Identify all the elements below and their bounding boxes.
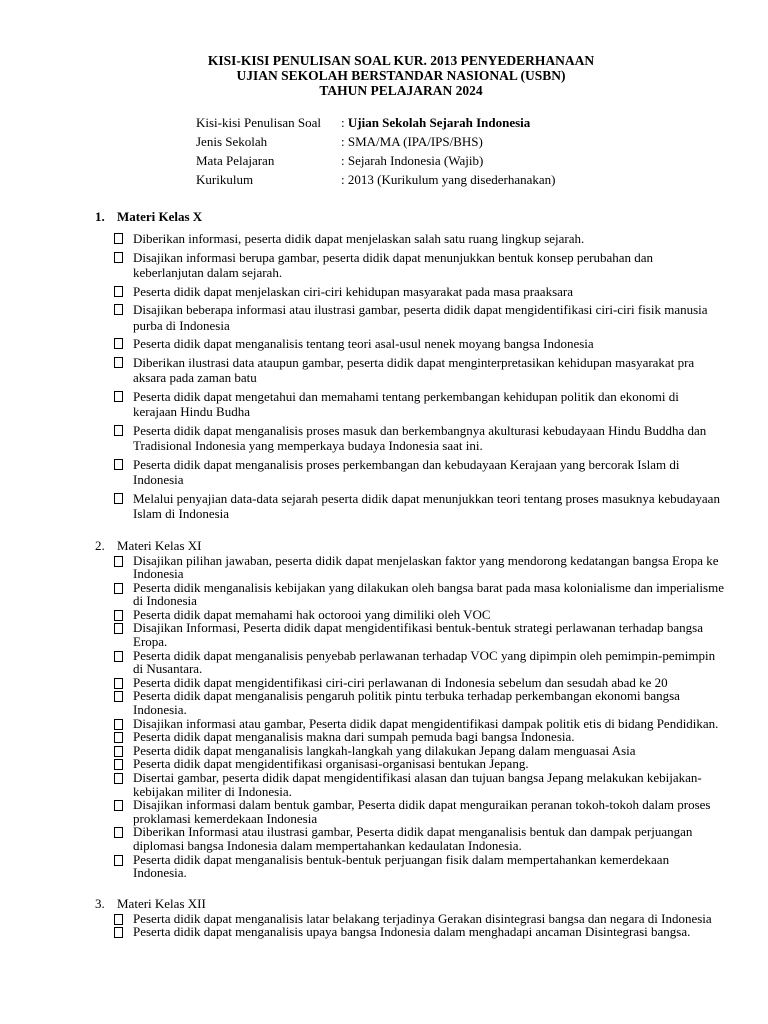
list-item xyxy=(114,649,768,676)
list-item-text: Diberikan informasi, peserta didik dapat menjelaskan salah satu ruang lingkup sejarah. xyxy=(133,231,585,246)
document-title xyxy=(34,53,768,98)
section-heading xyxy=(95,896,768,912)
list-item xyxy=(114,355,768,386)
meta-table xyxy=(196,113,768,189)
bullet-box-icon xyxy=(114,853,133,880)
list-item xyxy=(114,676,768,690)
list-item xyxy=(114,912,768,926)
list-item-text: Melalui penyajian data-data sejarah peserta didik dapat menunjukkan teori tentang proses masuknya kebudayaan Islam di Indonesia xyxy=(133,490,720,521)
bullet-box-icon xyxy=(114,798,133,825)
bullet-box-icon xyxy=(114,231,133,247)
list-item xyxy=(114,689,768,716)
meta-row xyxy=(196,170,768,189)
list-item xyxy=(114,423,768,454)
title-line-3: TAHUN PELAJARAN 2024 xyxy=(319,83,483,98)
list-item-text: Peserta didik dapat menganalisis latar belakang terjadinya Gerakan disintegrasi bangsa dan negara di Indonesia xyxy=(133,910,712,926)
bullet-box-icon xyxy=(114,250,133,281)
meta-value: : 2013 (Kurikulum yang disederhanakan) xyxy=(341,172,556,187)
section-kelas-xii xyxy=(0,896,768,939)
list-item-text: Peserta didik menganalisis kebijakan yang dilakukan oleh bangsa barat pada masa kolonialisme dan imperialisme di Indonesia xyxy=(133,579,724,609)
list-item-text: Peserta didik dapat menganalisis tentang teori asal-usul nenek moyang bangsa Indonesia xyxy=(133,336,594,351)
bullet-box-icon xyxy=(114,336,133,352)
list-item-text: Peserta didik dapat menganalisis upaya bangsa Indonesia dalam menghadapi ancaman Disintegrasi bangsa. xyxy=(133,924,691,940)
meta-row xyxy=(196,132,768,151)
section-heading xyxy=(95,538,768,554)
bullet-box-icon xyxy=(114,608,133,622)
list-item xyxy=(114,302,768,333)
list-item xyxy=(114,730,768,744)
list-item-text: Peserta didik dapat menjelaskan ciri-ciri kehidupan masyarakat pada masa praaksara xyxy=(133,283,574,299)
list-item-text: Peserta didik dapat menganalisis proses perkembangan dan kebudayaan Kerajaan yang bercorak Islam di Indonesia xyxy=(133,456,680,487)
list-item-text: Disajikan informasi atau gambar, Peserta didik dapat mengidentifikasi dampak politik etis di bidang Pendidikan. xyxy=(133,715,719,731)
list-item-text: Disajikan informasi berupa gambar, peserta didik dapat menunjukkan bentuk konsep perubahan dan keberlanjutan dalam sejarah. xyxy=(133,249,654,280)
list-item-text: Peserta didik dapat menganalisis penyebab perlawanan terhadap VOC yang dipimpin oleh pemimpin-pemimpin di Nusantara. xyxy=(133,647,716,677)
bullet-box-icon xyxy=(114,825,133,852)
bullet-box-icon xyxy=(114,389,133,420)
meta-label: Kisi-kisi Penulisan Soal xyxy=(196,115,321,130)
section-title: Materi Kelas XII xyxy=(117,895,206,911)
title-line-1: KISI-KISI PENULISAN SOAL KUR. 2013 PENYEDERHANAAN xyxy=(207,53,595,68)
bullet-box-icon xyxy=(114,302,133,333)
list-item xyxy=(114,825,768,852)
list-item xyxy=(114,389,768,420)
bullet-box-icon xyxy=(114,621,133,648)
bullet-box-icon xyxy=(114,457,133,488)
section-kelas-x xyxy=(0,209,768,522)
bullet-box-icon xyxy=(114,491,133,522)
list-item-text: Diberikan Informasi atau ilustrasi gambar, Peserta didik dapat menganalisis bentuk dan dampak perjuangan diplomasi bangsa Indonesia dalam mempertahankan kedaulatan Indonesia. xyxy=(133,824,693,853)
bullet-box-icon xyxy=(114,581,133,608)
list-item-text: Peserta didik dapat mengetahui dan memahami tentang perkembangan kehidupan politik dan ekonomi di kerajaan Hindu Budha xyxy=(133,388,679,419)
list-item-text: Disajikan Informasi, Peserta didik dapat mengidentifikasi bentuk-bentuk strategi perlawanan terhadap bangsa Eropa. xyxy=(133,620,704,650)
bullet-box-icon xyxy=(114,730,133,744)
section-number: 3. xyxy=(95,895,105,911)
list-item xyxy=(114,231,768,247)
bullet-box-icon xyxy=(114,554,133,581)
list-item xyxy=(114,717,768,731)
bullet-box-icon xyxy=(114,744,133,758)
list-item xyxy=(114,757,768,771)
bullet-box-icon xyxy=(114,912,133,926)
meta-label: Kurikulum xyxy=(196,172,254,187)
meta-value: : SMA/MA (IPA/IPS/BHS) xyxy=(341,134,483,149)
bullet-box-icon xyxy=(114,355,133,386)
bullet-box-icon xyxy=(114,757,133,771)
item-list xyxy=(0,231,768,522)
list-item-text: Peserta didik dapat menganalisis pengaruh politik pintu terbuka terhadap perkembangan ekonomi bangsa Indonesia. xyxy=(133,688,680,718)
section-kelas-xi xyxy=(0,538,768,880)
list-item-text: Disajikan informasi dalam bentuk gambar, Peserta didik dapat menguraikan peranan tokoh-tokoh dalam proses proklamasi kemerdekaan Indonesia xyxy=(133,797,711,826)
bullet-box-icon xyxy=(114,771,133,798)
list-item xyxy=(114,771,768,798)
list-item xyxy=(114,457,768,488)
section-number: 2. xyxy=(95,537,105,553)
meta-label: Mata Pelajaran xyxy=(196,153,275,168)
list-item-text: Peserta didik dapat menganalisis bentuk-bentuk perjuangan fisik dalam mempertahankan kemerdekaan Indonesia. xyxy=(133,851,670,881)
meta-label: Jenis Sekolah xyxy=(196,134,268,149)
list-item-text: Peserta didik dapat mengidentifikasi organisasi-organisasi bentukan Jepang. xyxy=(133,756,529,772)
section-title: Materi Kelas XI xyxy=(117,537,202,553)
title-line-2: UJIAN SEKOLAH BERSTANDAR NASIONAL (USBN) xyxy=(236,68,566,83)
section-number: 1. xyxy=(95,209,105,224)
list-item-text: Peserta didik dapat menganalisis makna dari sumpah pemuda bagi bangsa Indonesia. xyxy=(133,729,575,745)
meta-value-bold: Ujian Sekolah Sejarah Indonesia xyxy=(347,115,531,130)
meta-value: : Ujian Sekolah Sejarah Indonesia xyxy=(341,115,531,130)
bullet-box-icon xyxy=(114,689,133,716)
meta-row xyxy=(196,113,768,132)
list-item xyxy=(114,621,768,648)
section-title: Materi Kelas X xyxy=(117,209,203,224)
item-list xyxy=(0,554,768,880)
list-item-text: Peserta didik dapat mengidentifikasi ciri-ciri perlawanan di Indonesia sebelum dan sesudah abad ke 20 xyxy=(133,674,668,690)
bullet-box-icon xyxy=(114,423,133,454)
list-item xyxy=(114,284,768,300)
meta-value: : Sejarah Indonesia (Wajib) xyxy=(341,153,484,168)
list-item-text: Diberikan ilustrasi data ataupun gambar, peserta didik dapat menginterpretasikan kehidupan masyarakat pra aksara pada zaman batu xyxy=(133,354,695,385)
list-item-text: Disajikan pilihan jawaban, peserta didik dapat menjelaskan faktor yang mendorong kedatangan bangsa Eropa ke Indonesia xyxy=(133,552,719,582)
list-item-text: Peserta didik dapat memahami hak octorooi yang dimiliki oleh VOC xyxy=(133,606,491,622)
list-item-text: Disertai gambar, peserta didik dapat mengidentifikasi alasan dan tujuan bangsa Jepang melakukan kebijakan-kebijakan militer di Indonesia. xyxy=(133,770,702,799)
bullet-box-icon xyxy=(114,717,133,731)
meta-row xyxy=(196,151,768,170)
list-item xyxy=(114,853,768,880)
list-item xyxy=(114,250,768,281)
list-item xyxy=(114,925,768,939)
bullet-box-icon xyxy=(114,925,133,939)
list-item xyxy=(114,608,768,622)
list-item xyxy=(114,581,768,608)
list-item xyxy=(114,554,768,581)
list-item-text: Peserta didik dapat menganalisis proses masuk dan berkembangnya akulturasi kebudayaan Hindu Buddha dan Tradisional Indonesia yang memperkaya budaya Indonesia saat ini. xyxy=(133,422,707,453)
item-list xyxy=(0,912,768,939)
list-item xyxy=(114,798,768,825)
list-item xyxy=(114,744,768,758)
list-item xyxy=(114,336,768,352)
bullet-box-icon xyxy=(114,676,133,690)
list-item-text: Peserta didik dapat menganalisis langkah-langkah yang dilakukan Jepang dalam menguasai Asia xyxy=(133,742,636,758)
bullet-box-icon xyxy=(114,649,133,676)
list-item-text: Disajikan beberapa informasi atau ilustrasi gambar, peserta didik dapat mengidentifikasi ciri-ciri fisik manusia purba di Indonesia xyxy=(133,302,708,333)
list-item xyxy=(114,491,768,522)
section-heading xyxy=(95,209,768,225)
bullet-box-icon xyxy=(114,284,133,300)
